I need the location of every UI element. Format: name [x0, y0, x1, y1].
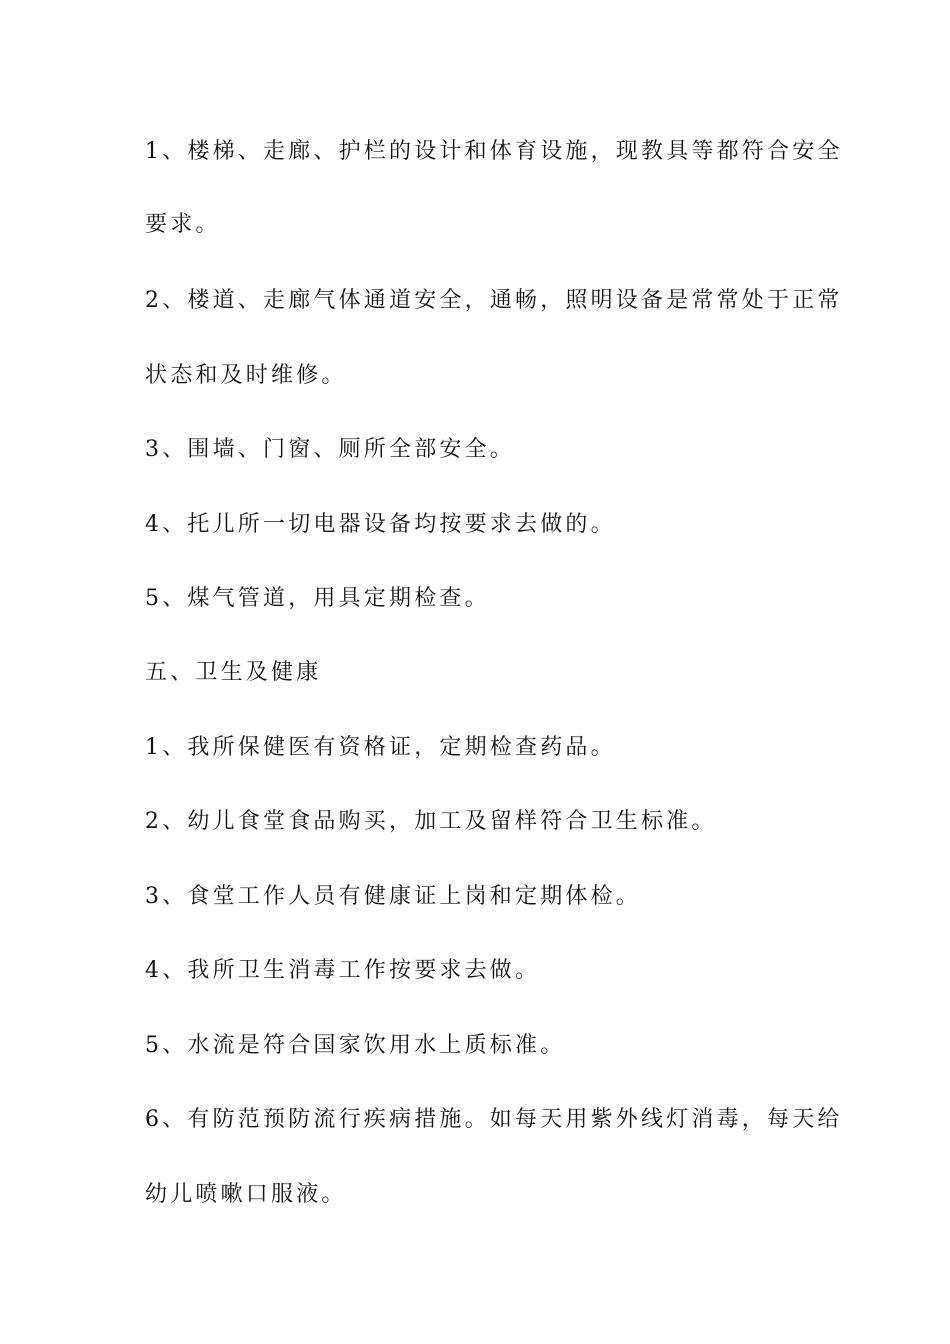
- text-line: 6、有防范预防流行疾病措施。如每天用紫外线灯消毒，每天给: [145, 1107, 843, 1132]
- text-line: 幼儿喷嗽口服液。: [145, 1182, 347, 1207]
- text-line: 2、幼儿食堂食品购买，加工及留样符合卫生标准。: [145, 809, 717, 834]
- text-line: 状态和及时维修。: [145, 363, 347, 388]
- text-line: 4、托儿所一切电器设备均按要求去做的。: [145, 512, 616, 537]
- text-line: 5、煤气管道，用具定期检查。: [145, 586, 490, 611]
- text-line: 1、楼梯、走廊、护栏的设计和体育设施，现教具等都符合安全: [145, 139, 843, 164]
- text-line: 3、食堂工作人员有健康证上岗和定期体检。: [145, 884, 641, 909]
- section-heading: 五、卫生及健康: [145, 660, 322, 685]
- text-line: 要求。: [145, 212, 221, 237]
- text-line: 3、围墙、门窗、厕所全部安全。: [145, 437, 515, 462]
- text-line: 2、楼道、走廊气体通道安全，通畅，照明设备是常常处于正常: [145, 288, 843, 313]
- text-line: 5、水流是符合国家饮用水上质标准。: [145, 1033, 566, 1058]
- text-line: 4、我所卫生消毒工作按要求去做。: [145, 958, 541, 983]
- text-line: 1、我所保健医有资格证，定期检查药品。: [145, 735, 616, 760]
